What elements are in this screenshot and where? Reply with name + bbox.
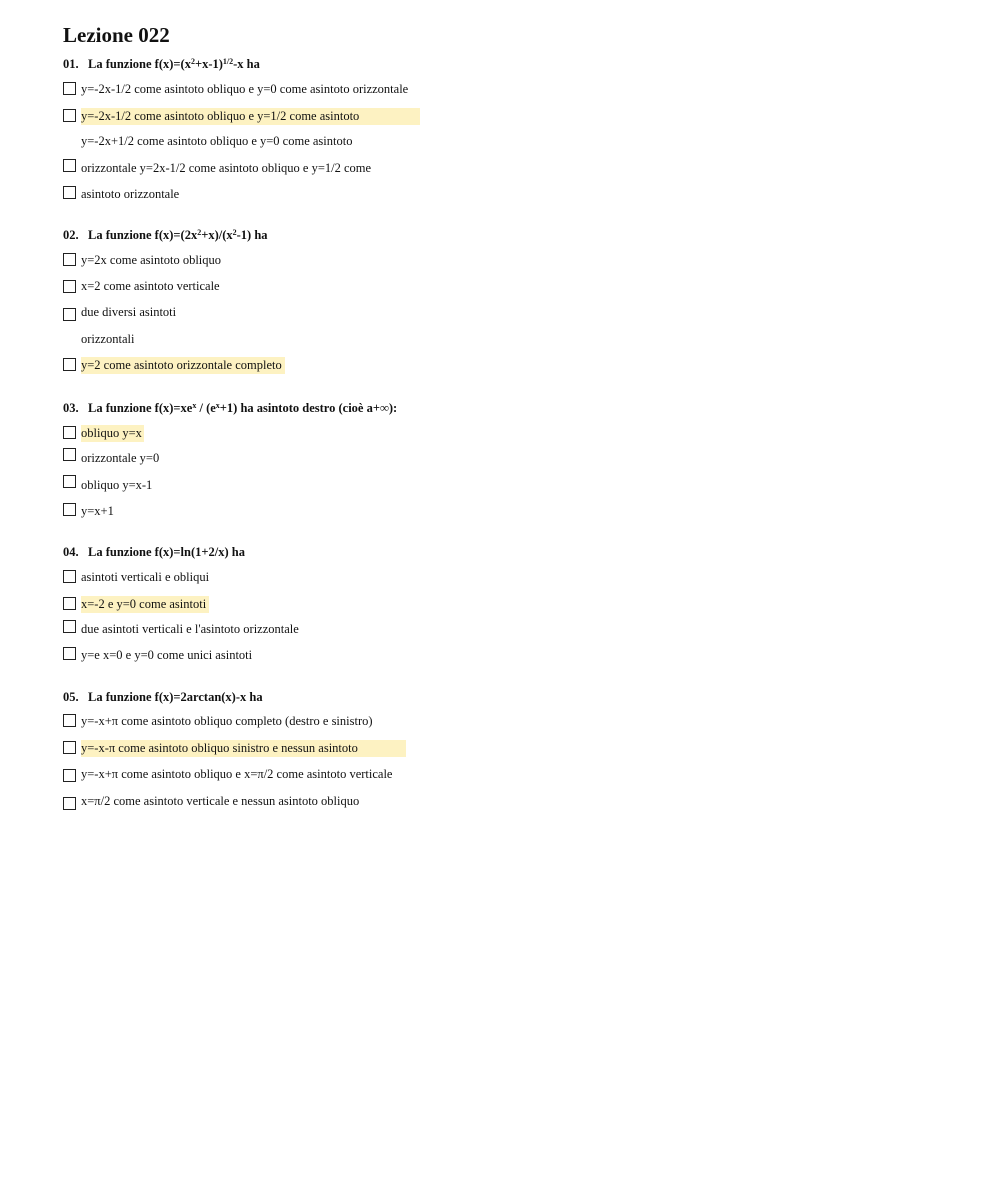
question-03-heading: 03. La funzione $f(x)=xe^x / (e^x+1)$ ha asintoto destro (cioè a+∞):: [63, 401, 398, 415]
answer-checkbox[interactable]: [63, 186, 76, 199]
answer-option: y=-2x-1/2 come asintoto obliquo e y=0 come asintoto orizzontale: [81, 82, 409, 96]
answer-checkbox[interactable]: [63, 448, 76, 461]
answer-option: orizzontali: [81, 332, 135, 346]
answer-option: y=x+1: [81, 504, 114, 518]
answer-option: due diversi asintoti: [81, 305, 177, 319]
question-01-heading: 01. La funzione $f(x)=(x^2+x-1)^{1/2}-x$ ha: [63, 57, 260, 71]
answer-checkbox[interactable]: [63, 714, 76, 727]
answer-checkbox[interactable]: [63, 159, 76, 172]
answer-checkbox[interactable]: [63, 647, 76, 660]
answer-option-highlighted: y=2 come asintoto orizzontale completo: [81, 357, 285, 374]
answer-option-highlighted: y=-x-π come asintoto obliquo sinistro e nessun asintoto: [81, 740, 406, 757]
answer-option: y=-2x+1/2 come asintoto obliquo e y=0 come asintoto: [81, 134, 353, 148]
answer-checkbox[interactable]: [63, 253, 76, 266]
answer-option: orizzontale y=2x-1/2 come asintoto obliquo e y=1/2 come: [81, 161, 372, 175]
answer-checkbox[interactable]: [63, 475, 76, 488]
question-05-heading: 05. La funzione f(x)=2arctan(x)-x ha: [63, 690, 263, 704]
question-number: 01.: [63, 57, 79, 71]
answer-option: due asintoti verticali e l'asintoto orizzontale: [81, 622, 299, 636]
answer-checkbox[interactable]: [63, 503, 76, 516]
answer-option: y=-x+π come asintoto obliquo completo (destro e sinistro): [81, 714, 373, 728]
answer-option-highlighted: obliquo y=x: [81, 425, 144, 442]
answer-checkbox[interactable]: [63, 82, 76, 95]
question-number: 03.: [63, 401, 79, 415]
answer-option-highlighted: x=-2 e y=0 come asintoti: [81, 596, 209, 613]
answer-option-highlighted: y=-2x-1/2 come asintoto obliquo e y=1/2 come asintoto: [81, 108, 420, 125]
question-02-heading: 02. La funzione $f(x)=(2x^2+x)/(x^2-1)$ ha: [63, 228, 268, 242]
answer-checkbox[interactable]: [63, 797, 76, 810]
answer-checkbox[interactable]: [63, 358, 76, 371]
answer-option: x=2 come asintoto verticale: [81, 279, 220, 293]
answer-checkbox[interactable]: [63, 308, 76, 321]
answer-option: asintoti verticali e obliqui: [81, 570, 210, 584]
answer-option: asintoto orizzontale: [81, 187, 180, 201]
answer-option: y=2x come asintoto obliquo: [81, 253, 222, 267]
answer-checkbox[interactable]: [63, 597, 76, 610]
question-number: 05.: [63, 690, 79, 704]
answer-checkbox[interactable]: [63, 620, 76, 633]
question-number: 04.: [63, 545, 79, 559]
answer-checkbox[interactable]: [63, 426, 76, 439]
answer-checkbox[interactable]: [63, 109, 76, 122]
answer-option: y=-x+π come asintoto obliquo e x=π/2 come asintoto verticale: [81, 767, 393, 781]
answer-option: y=e x=0 e y=0 come unici asintoti: [81, 648, 253, 662]
answer-option: orizzontale y=0: [81, 451, 160, 465]
question-04-heading: 04. La funzione f(x)=ln(1+2/x) ha: [63, 545, 245, 559]
lesson-title: Lezione 022: [63, 23, 170, 47]
answer-option: x=π/2 come asintoto verticale e nessun asintoto obliquo: [81, 794, 360, 808]
answer-checkbox[interactable]: [63, 280, 76, 293]
answer-checkbox[interactable]: [63, 741, 76, 754]
answer-checkbox[interactable]: [63, 570, 76, 583]
question-number: 02.: [63, 228, 79, 242]
answer-checkbox[interactable]: [63, 769, 76, 782]
answer-option: obliquo y=x-1: [81, 478, 153, 492]
